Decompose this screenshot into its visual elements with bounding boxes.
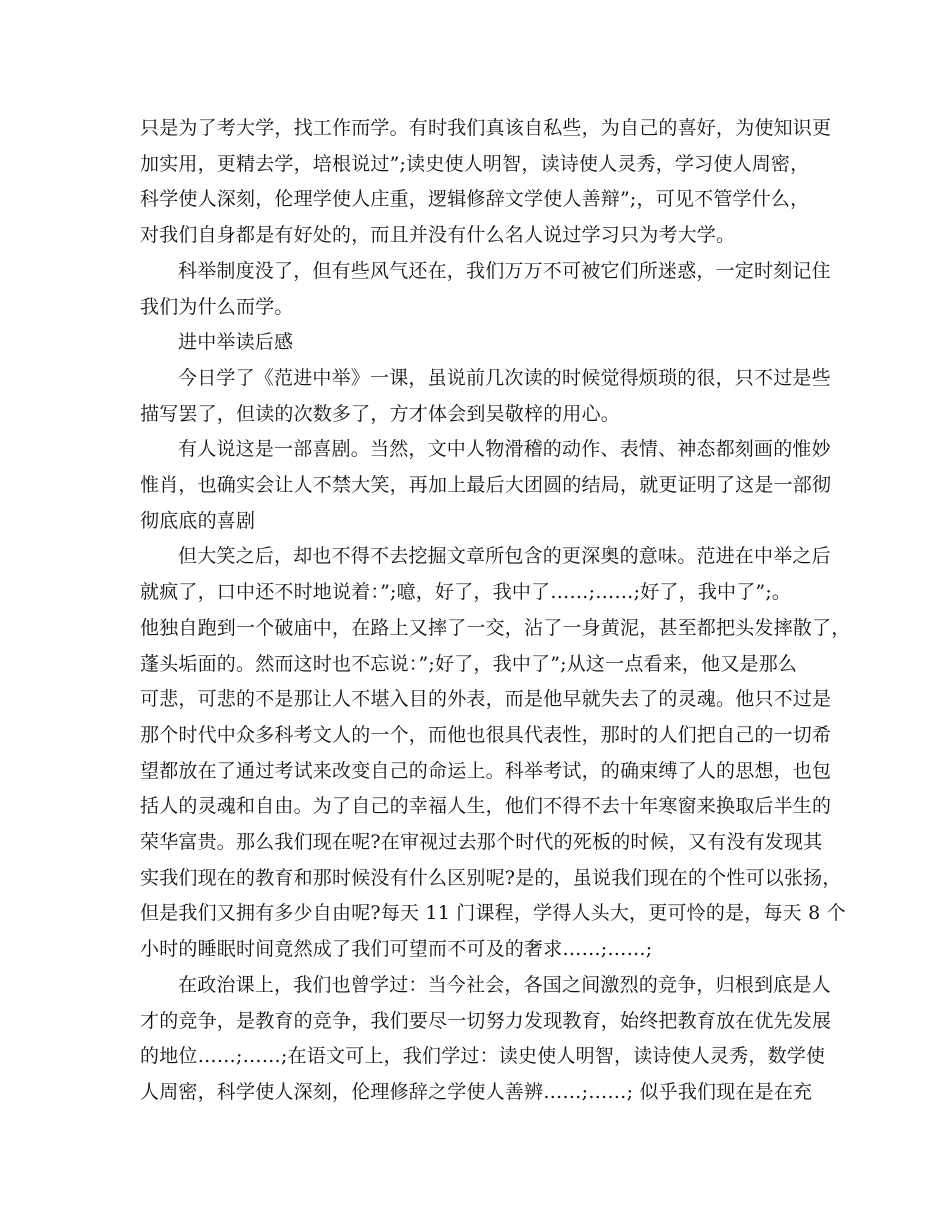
text-line: 小时的睡眠时间竟然成了我们可望而不可及的奢求……;……; — [140, 938, 653, 961]
text-line: 但是我们又拥有多少自由呢?每天 11 门课程，学得人头大，更可怜的是，每天 8 个 — [140, 902, 846, 925]
paragraph-2 — [140, 254, 831, 325]
paragraph-6 — [140, 968, 832, 1111]
paragraph-5 — [140, 539, 851, 967]
text-line: 彻底底的喜剧 — [140, 509, 256, 532]
text-line: 只是为了考大学，找工作而学。有时我们真该自私些，为自己的喜好，为使知识更 — [140, 117, 832, 139]
text-line: 对我们自身都是有好处的，而且并没有什么名人说过学习只为考大学。 — [140, 224, 736, 247]
text-line: 他独自跑到一个破庙中，在路上又摔了一交，沾了一身黄泥，甚至都把头发摔散了， — [140, 616, 851, 639]
document-body — [140, 111, 851, 1111]
text-line: 在政治课上，我们也曾学过：当今社会，各国之间激烈的竞争，归根到底是人 — [178, 973, 831, 996]
text-line: 惟肖，也确实会让人不禁大笑，再加上最后大团圆的结局，就更证明了这是一部彻 — [140, 474, 832, 497]
text-line: 今日学了《范进中举》一课，虽说前几次读的时候觉得烦琐的很，只不过是些 — [178, 366, 831, 389]
text-line: 但大笑之后，却也不得不去挖掘文章所包含的更深奥的意味。范进在中举之后 — [178, 545, 831, 568]
text-line: 人周密，科学使人深刻，伦理修辞之学使人善辨……;……; 似乎我们现在是在充 — [140, 1080, 813, 1103]
text-line: 可悲，可悲的不是那让人不堪入目的外表，而是他早就失去了的灵魂。他只不过是 — [140, 688, 832, 711]
text-line: 科学使人深刻，伦理学使人庄重，逻辑修辞文学使人善辩”;，可见不管学什么， — [140, 188, 810, 211]
text-line: 有人说这是一部喜剧。当然，文中人物滑稽的动作、表情、神态都刻画的惟妙 — [178, 438, 831, 461]
text-line: 加实用，更精去学，培根说过”;读史使人明智，读诗使人灵秀，学习使人周密， — [140, 152, 810, 175]
text-line: 描写罢了，但读的次数多了，方才体会到吴敬梓的用心。 — [140, 402, 621, 425]
paragraph-4 — [140, 432, 832, 539]
text-line: 荣华富贵。那么我们现在呢?在审视过去那个时代的死板的时候，又有没有发现其 — [140, 831, 823, 854]
text-line: 就疯了，口中还不时地说着：”;噫，好了，我中了……;……;好了，我中了”;。 — [140, 581, 792, 604]
paragraph-1 — [140, 111, 832, 254]
text-line: 才的竞争，是教育的竞争，我们要尽一切努力发现教育，始终把教育放在优先发展 — [140, 1009, 832, 1032]
text-line: 我们为什么而学。 — [140, 295, 294, 318]
text-line: 括人的灵魂和自由。为了自己的幸福人生，他们不得不去十年寒窗来换取后半生的 — [140, 795, 832, 818]
heading-text: 进中举读后感 — [178, 331, 294, 354]
text-line: 望都放在了通过考试来改变自己的命运上。科举考试，的确束缚了人的思想，也包 — [140, 759, 832, 782]
section-heading — [140, 325, 820, 361]
text-line: 那个时代中众多科考文人的一个，而他也很具代表性，那时的人们把自己的一切希 — [140, 723, 832, 746]
text-line: 实我们现在的教育和那时候没有什么区别呢?是的，虽说我们现在的个性可以张扬， — [140, 866, 842, 889]
text-line: 科举制度没了，但有些风气还在，我们万万不可被它们所迷惑，一定时刻记住 — [178, 259, 831, 282]
text-line: 蓬头垢面的。然而这时也不忘说：”;好了，我中了”;从这一点看来，他又是那么 — [140, 652, 798, 675]
paragraph-3 — [140, 361, 831, 432]
text-line: 的地位……;……;在语文可上，我们学过：读史使人明智，读诗使人灵秀，数学使 — [140, 1045, 826, 1068]
